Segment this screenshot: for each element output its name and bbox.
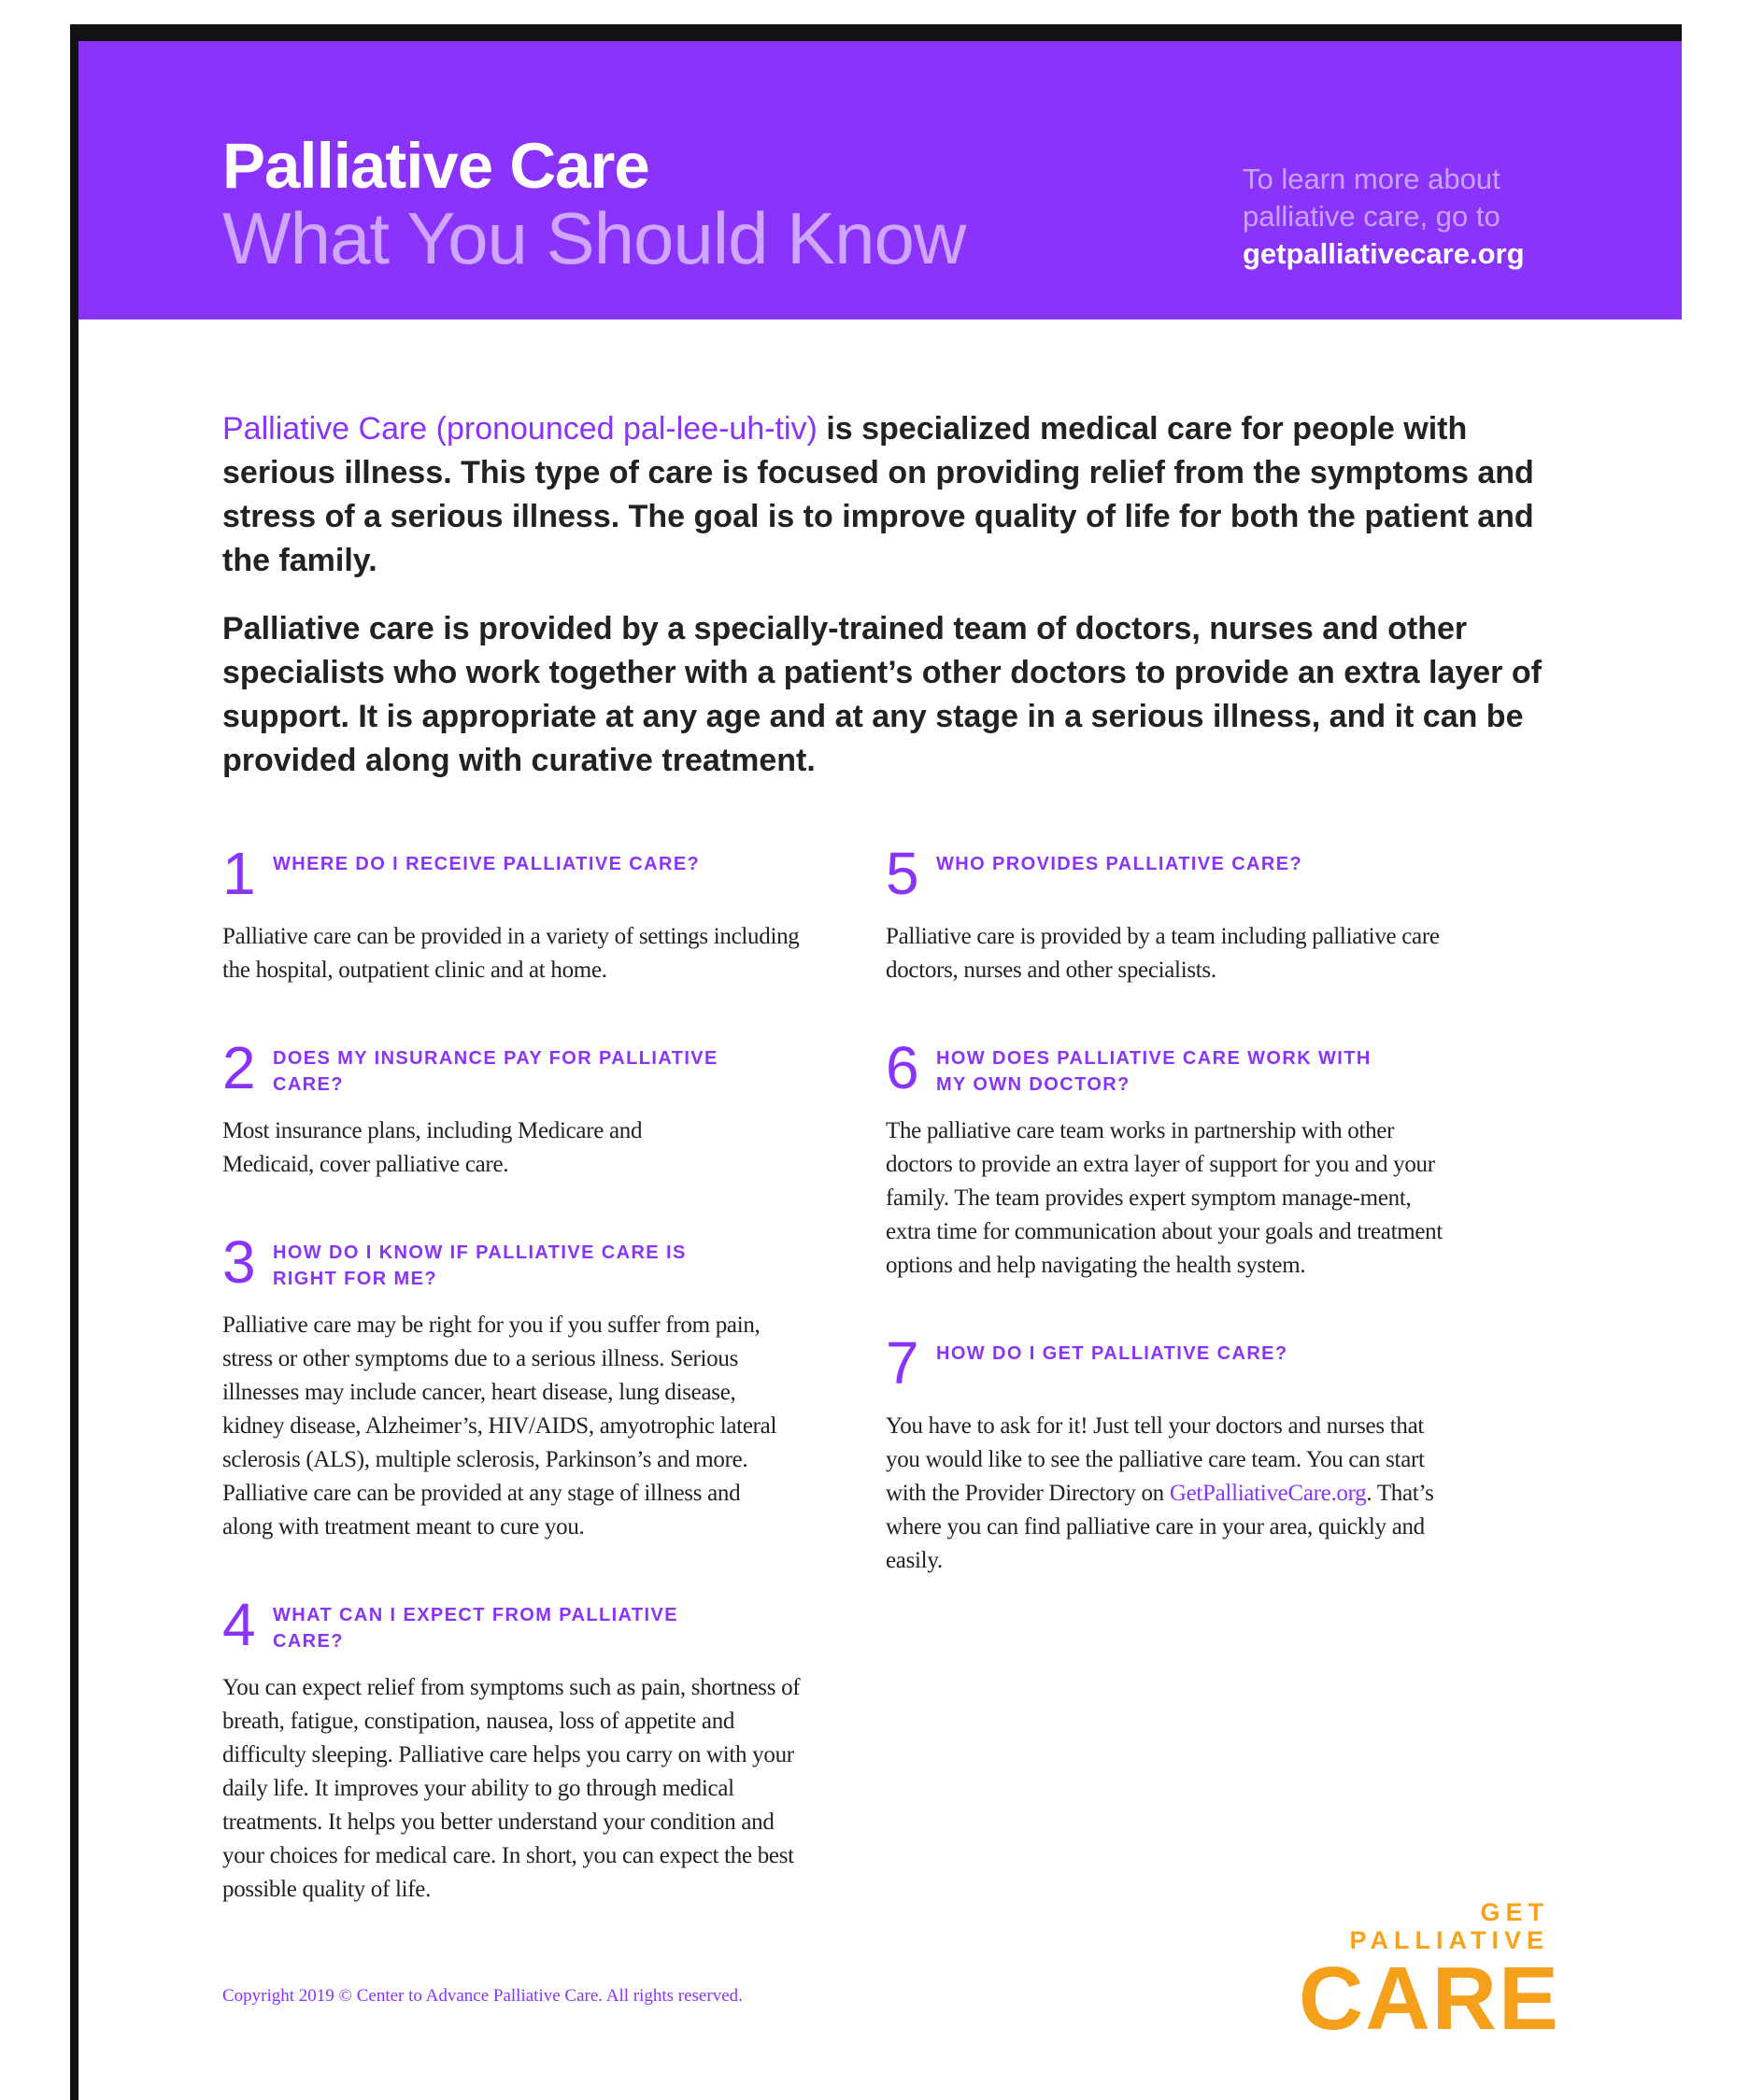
question-answer: Palliative care may be right for you if you suffer from pain, stress or other symptoms due to a serious illness. Serious illnesses may include cancer, heart disease, lung disease, kidney disease, Alzheimer’s, HIV/AIDS, amyotrophic lateral sclerosis (ALS), multiple sclerosis, Parkinson’s and more. Palliative care can be provided at any stage of illness and along with treatment meant to cure you. xyxy=(222,1312,777,1540)
intro-text: is specialized medical care for people with serious illness. This type of care is focused on providing relief from the symptoms and stress of a serious illness. The goal is to improve quality of life for both the patient and the family. xyxy=(222,411,1534,578)
question-number: 5 xyxy=(886,840,919,907)
questions-right-column xyxy=(886,840,1484,1630)
question-answer: Palliative care can be provided in a variety of settings including the hospital, outpatient clinic and at home. xyxy=(222,924,800,983)
question-answer: Palliative care is provided by a team including palliative care doctors, nurses and other specialists. xyxy=(886,924,1440,983)
question-number: 7 xyxy=(886,1329,919,1397)
question-section xyxy=(222,1591,820,1907)
intro-accent: Palliative Care (pronounced pal-lee-uh-tiv) xyxy=(222,411,818,447)
intro-paragraph-2: Palliative care is provided by a specially-trained team of doctors, nurses and other specialists who work together with a patient’s other doctors to provide an extra layer of support. It is appropriate at any age and at any stage in a serious illness, and it can be provided along with curative treatment. xyxy=(222,611,1542,778)
question-section xyxy=(222,840,820,987)
question-title: HOW DOES PALLIATIVE CARE WORK WITH MY OWN DOCTOR? xyxy=(936,1048,1372,1095)
directory-link[interactable]: GetPalliativeCare.org xyxy=(1169,1481,1367,1506)
questions-left-column xyxy=(222,840,820,1959)
page-subtitle: What You Should Know xyxy=(222,197,966,279)
question-answer xyxy=(886,1410,1446,1578)
question-number: 2 xyxy=(222,1034,256,1101)
question-number: 6 xyxy=(886,1034,919,1101)
get-palliative-care-logo xyxy=(1299,1898,1561,2049)
learn-more-link[interactable]: getpalliativecare.org xyxy=(1243,237,1525,270)
learn-more-block xyxy=(1243,161,1635,273)
question-section xyxy=(886,1329,1484,1578)
question-section xyxy=(222,1034,820,1182)
copyright-notice: Copyright 2019 © Center to Advance Palliative Care. All rights reserved. xyxy=(222,1986,743,2006)
question-title: DOES MY INSURANCE PAY FOR PALLIATIVE CARE? xyxy=(273,1048,718,1095)
question-number: 1 xyxy=(222,840,256,907)
learn-more-line-1: To learn more about xyxy=(1243,163,1500,195)
question-title: WHAT CAN I EXPECT FROM PALLIATIVE CARE? xyxy=(273,1605,678,1652)
answer-text: You have to ask for it! Just tell your doctors and nurses that you would like to see the palliative care team. You can start with the Provider Directory on xyxy=(886,1413,1425,1506)
logo-wordmark: CARE xyxy=(1299,1949,1561,2049)
question-section xyxy=(886,1034,1484,1283)
question-answer: The palliative care team works in partnership with other doctors to provide an extra layer of support for you and your family. The team provides expert symptom manage-ment, extra time for communication about your goals and treatment options and help navigating the health system. xyxy=(886,1118,1443,1278)
question-title: WHERE DO I RECEIVE PALLIATIVE CARE? xyxy=(273,854,701,874)
answer-text: . That’s where you can find palliative care in your area, quickly and easily. xyxy=(886,1481,1434,1573)
learn-more-line-2: palliative care, go to xyxy=(1243,200,1500,233)
question-section xyxy=(222,1228,820,1544)
question-title: HOW DO I KNOW IF PALLIATIVE CARE IS RIGHT FOR ME? xyxy=(273,1242,687,1289)
page-frame-top xyxy=(70,24,1682,41)
question-title: WHO PROVIDES PALLIATIVE CARE? xyxy=(936,854,1303,874)
question-number: 4 xyxy=(222,1591,256,1658)
question-number: 3 xyxy=(222,1228,256,1296)
page-title: Palliative Care xyxy=(222,130,649,202)
question-title: HOW DO I GET PALLIATIVE CARE? xyxy=(936,1343,1288,1364)
question-section xyxy=(886,840,1484,987)
logo-tagline: GET PALLIATIVE xyxy=(1349,1898,1549,1954)
question-answer: You can expect relief from symptoms such as pain, shortness of breath, fatigue, constipation, nausea, loss of appetite and difficulty sleeping. Palliative care helps you carry on with your daily life. It improves your ability to go through medical treatments. It helps you better understand your condition and your choices for medical care. In short, you can expect the best possible quality of life. xyxy=(222,1675,801,1902)
page-frame-left xyxy=(70,24,78,2100)
intro-paragraph-1 xyxy=(222,407,1586,583)
question-answer: Most insurance plans, including Medicare and Medicaid, cover palliative care. xyxy=(222,1118,643,1177)
